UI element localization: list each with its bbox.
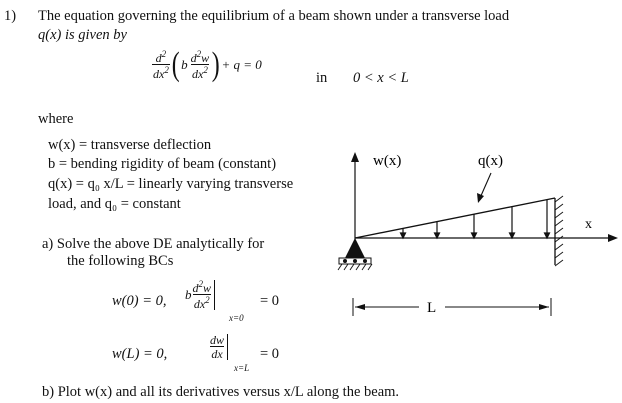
part-a-line2: the following BCs	[67, 253, 174, 269]
rigidity-symbol: b	[181, 57, 188, 72]
problem-number: 1)	[4, 8, 17, 24]
load-pointer-line	[480, 173, 491, 198]
dim-length-label: L	[427, 300, 437, 316]
bc-sub-x0: x=0	[229, 313, 244, 323]
d2w-dx2-term: $\frac{d^2w}{dx^2}$	[190, 49, 210, 81]
load-pointer-arrowhead	[477, 193, 484, 203]
load-term: + q = 0	[221, 57, 262, 72]
pin-ground-hatching	[338, 264, 372, 270]
definition-q0: load, and q₀ = constant	[48, 196, 181, 212]
problem-intro-line1: The equation governing the equilibrium of a beam shown under a transverse load	[38, 8, 510, 24]
bc-wL: w(L) = 0,	[112, 346, 168, 362]
d2-dx2-operator: $\frac{d^2}{dx^2}$	[153, 49, 169, 81]
load-arrows	[401, 200, 550, 238]
dim-left-arrowhead	[355, 304, 365, 310]
dim-right-arrowhead	[539, 304, 549, 310]
domain-label: 0 < x < L	[353, 70, 409, 86]
pin-support-triangle	[345, 238, 365, 258]
pin-roller-2	[353, 259, 357, 263]
where-label: where	[38, 111, 74, 127]
pin-roller-3	[363, 259, 367, 263]
definition-q: q(x) = q₀ x/L = linearly varying transverse	[48, 176, 294, 192]
definition-b: b = bending rigidity of beam (constant)	[48, 156, 277, 172]
w-axis-label: w(x)	[373, 153, 402, 169]
x-axis-arrowhead	[608, 234, 618, 242]
part-b: b) Plot w(x) and all its derivatives versus x/L along the beam.	[42, 384, 400, 400]
x-axis-label: x	[585, 217, 592, 232]
part-a-line1: a) Solve the above DE analytically for	[42, 236, 265, 252]
problem-intro-line2: q(x) is given by	[38, 27, 127, 43]
definition-w: w(x) = transverse deflection	[48, 137, 212, 153]
w-axis-arrowhead	[351, 152, 359, 162]
right-paren: )	[211, 46, 220, 83]
bc-w0: w(0) = 0,	[112, 293, 167, 309]
bc-moment-0: b $\frac{d^2w}{dx^2}$	[185, 280, 215, 310]
bc-eq0-b: = 0	[260, 346, 280, 362]
governing-equation	[152, 48, 262, 82]
left-paren: (	[171, 46, 180, 83]
beam-figure	[315, 140, 622, 340]
right-wall-hatching	[555, 196, 563, 266]
in-label: in	[316, 70, 328, 86]
load-distribution-line	[355, 198, 555, 238]
bc-eq0-a: = 0	[260, 293, 280, 309]
load-label: q(x)	[478, 153, 503, 169]
bc-slope-L: $\frac{dw}{dx}$	[209, 334, 228, 360]
pin-roller-1	[343, 259, 347, 263]
bc-sub-xL: x=L	[234, 363, 250, 373]
